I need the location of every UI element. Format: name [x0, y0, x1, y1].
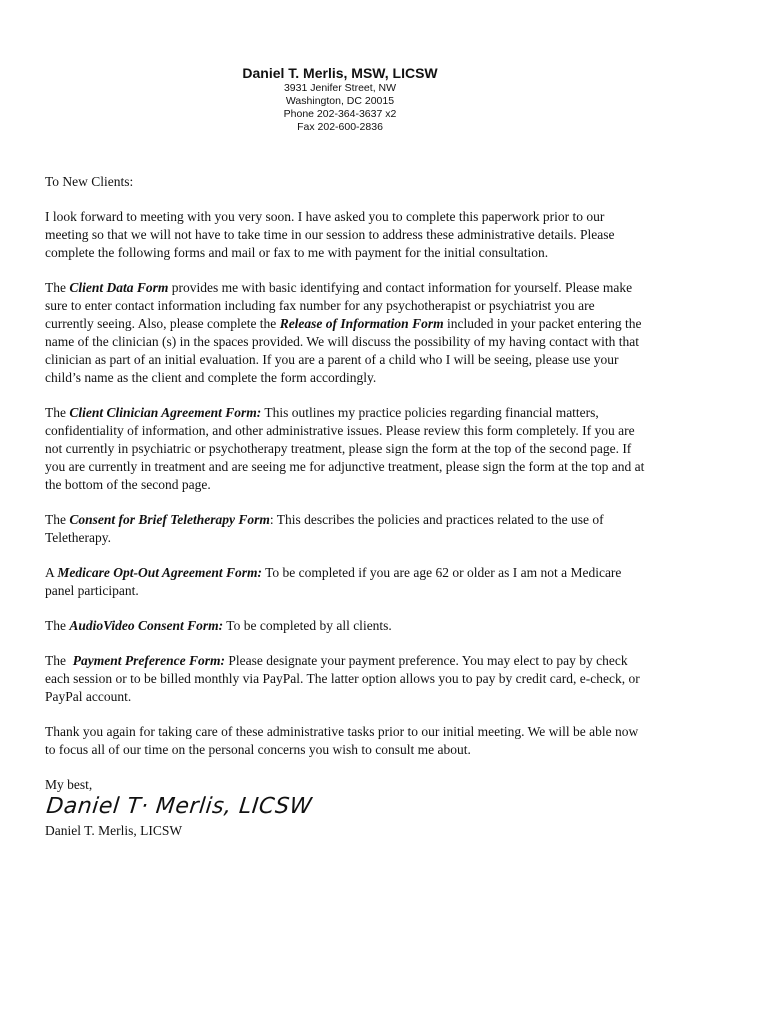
audiovideo-paragraph	[45, 617, 645, 635]
client-data-form-name: Client Data Form	[69, 280, 169, 295]
sender-fax: Fax 202-600-2836	[297, 121, 383, 133]
payment-paragraph	[45, 652, 645, 706]
client-data-prefix: The	[45, 280, 70, 295]
handwritten-signature: Daniel T· Merlis, LICSW	[45, 794, 314, 819]
teletherapy-prefix: The	[45, 512, 70, 527]
medicare-text: To be completed if you are age 62 or older as I am not a Medicare panel participant.	[45, 565, 622, 598]
teletherapy-paragraph	[45, 511, 645, 547]
teletherapy-text: : This describes the policies and practices related to the use of Teletherapy.	[45, 512, 604, 545]
letterhead	[200, 64, 480, 134]
printed-name: Daniel T. Merlis, LICSW	[45, 823, 183, 838]
sign-off: My best,	[45, 777, 93, 792]
closing-paragraph: Thank you again for taking care of these administrative tasks prior to our initial meeting. We will be able now to focus all of our time on the personal concerns you wish to consult me about.	[45, 724, 639, 757]
client-data-text-1: provides me with basic identifying and contact information for yourself. Please make sure to enter contact information including fax number for any psychotherapist or psychiatrist you are currently seeing. Also, please complete the	[45, 280, 633, 331]
agreement-paragraph	[45, 404, 645, 494]
teletherapy-form-name: Consent for Brief Teletherapy Form	[69, 512, 270, 527]
sender-phone: Phone 202-364-3637 x2	[283, 108, 397, 120]
intro-paragraph: I look forward to meeting with you very soon. I have asked you to complete this paperwork prior to our meeting so that we will not have to take time in our session to address these administrative details. Please complete the following forms and mail or fax to me with payment for the initial consultation.	[45, 209, 615, 260]
agreement-text: This outlines my practice policies regarding financial matters, confidentiality of information, and other administrative issues. Please review this form completely. If you are not currently in psychiatric or psychotherapy treatment, please sign the form at the top of the second page. If you are currently in treatment and are seeing me for adjunctive treatment, please sign the form at the top and at the bottom of the second page.	[45, 405, 645, 492]
agreement-form-name: Client Clinician Agreement Form:	[69, 405, 262, 420]
sender-city: Washington, DC 20015	[285, 95, 395, 107]
release-form-name: Release of Information Form	[279, 316, 444, 331]
medicare-form-name: Medicare Opt-Out Agreement Form:	[57, 565, 262, 580]
payment-form-name: Payment Preference Form:	[72, 653, 225, 668]
payment-prefix: The	[45, 653, 73, 668]
agreement-prefix: The	[45, 405, 70, 420]
audiovideo-prefix: The	[45, 618, 70, 633]
letter-body	[45, 173, 645, 840]
greeting: To New Clients:	[45, 174, 134, 189]
payment-text: Please designate your payment preference. You may elect to pay by check each session or to be billed monthly via PayPal. The latter option allows you to pay by credit card, e-check, or PayPal account.	[45, 653, 640, 704]
medicare-paragraph	[45, 564, 645, 600]
sender-name: Daniel T. Merlis, MSW, LICSW	[242, 65, 438, 81]
audiovideo-form-name: AudioVideo Consent Form:	[69, 618, 224, 633]
audiovideo-text: To be completed by all clients.	[223, 618, 392, 633]
client-data-paragraph	[45, 279, 645, 387]
sender-street: 3931 Jenifer Street, NW	[283, 82, 397, 94]
client-data-text-2: included in your packet entering the name of the clinician (s) in the spaces provided. We will discuss the possibility of my having contact with that clinician as part of an initial evaluation. If you are a parent of a child who I will be seeing, please use your child’s name as the client and complete the form accordingly.	[45, 316, 642, 385]
medicare-prefix: A	[45, 565, 58, 580]
